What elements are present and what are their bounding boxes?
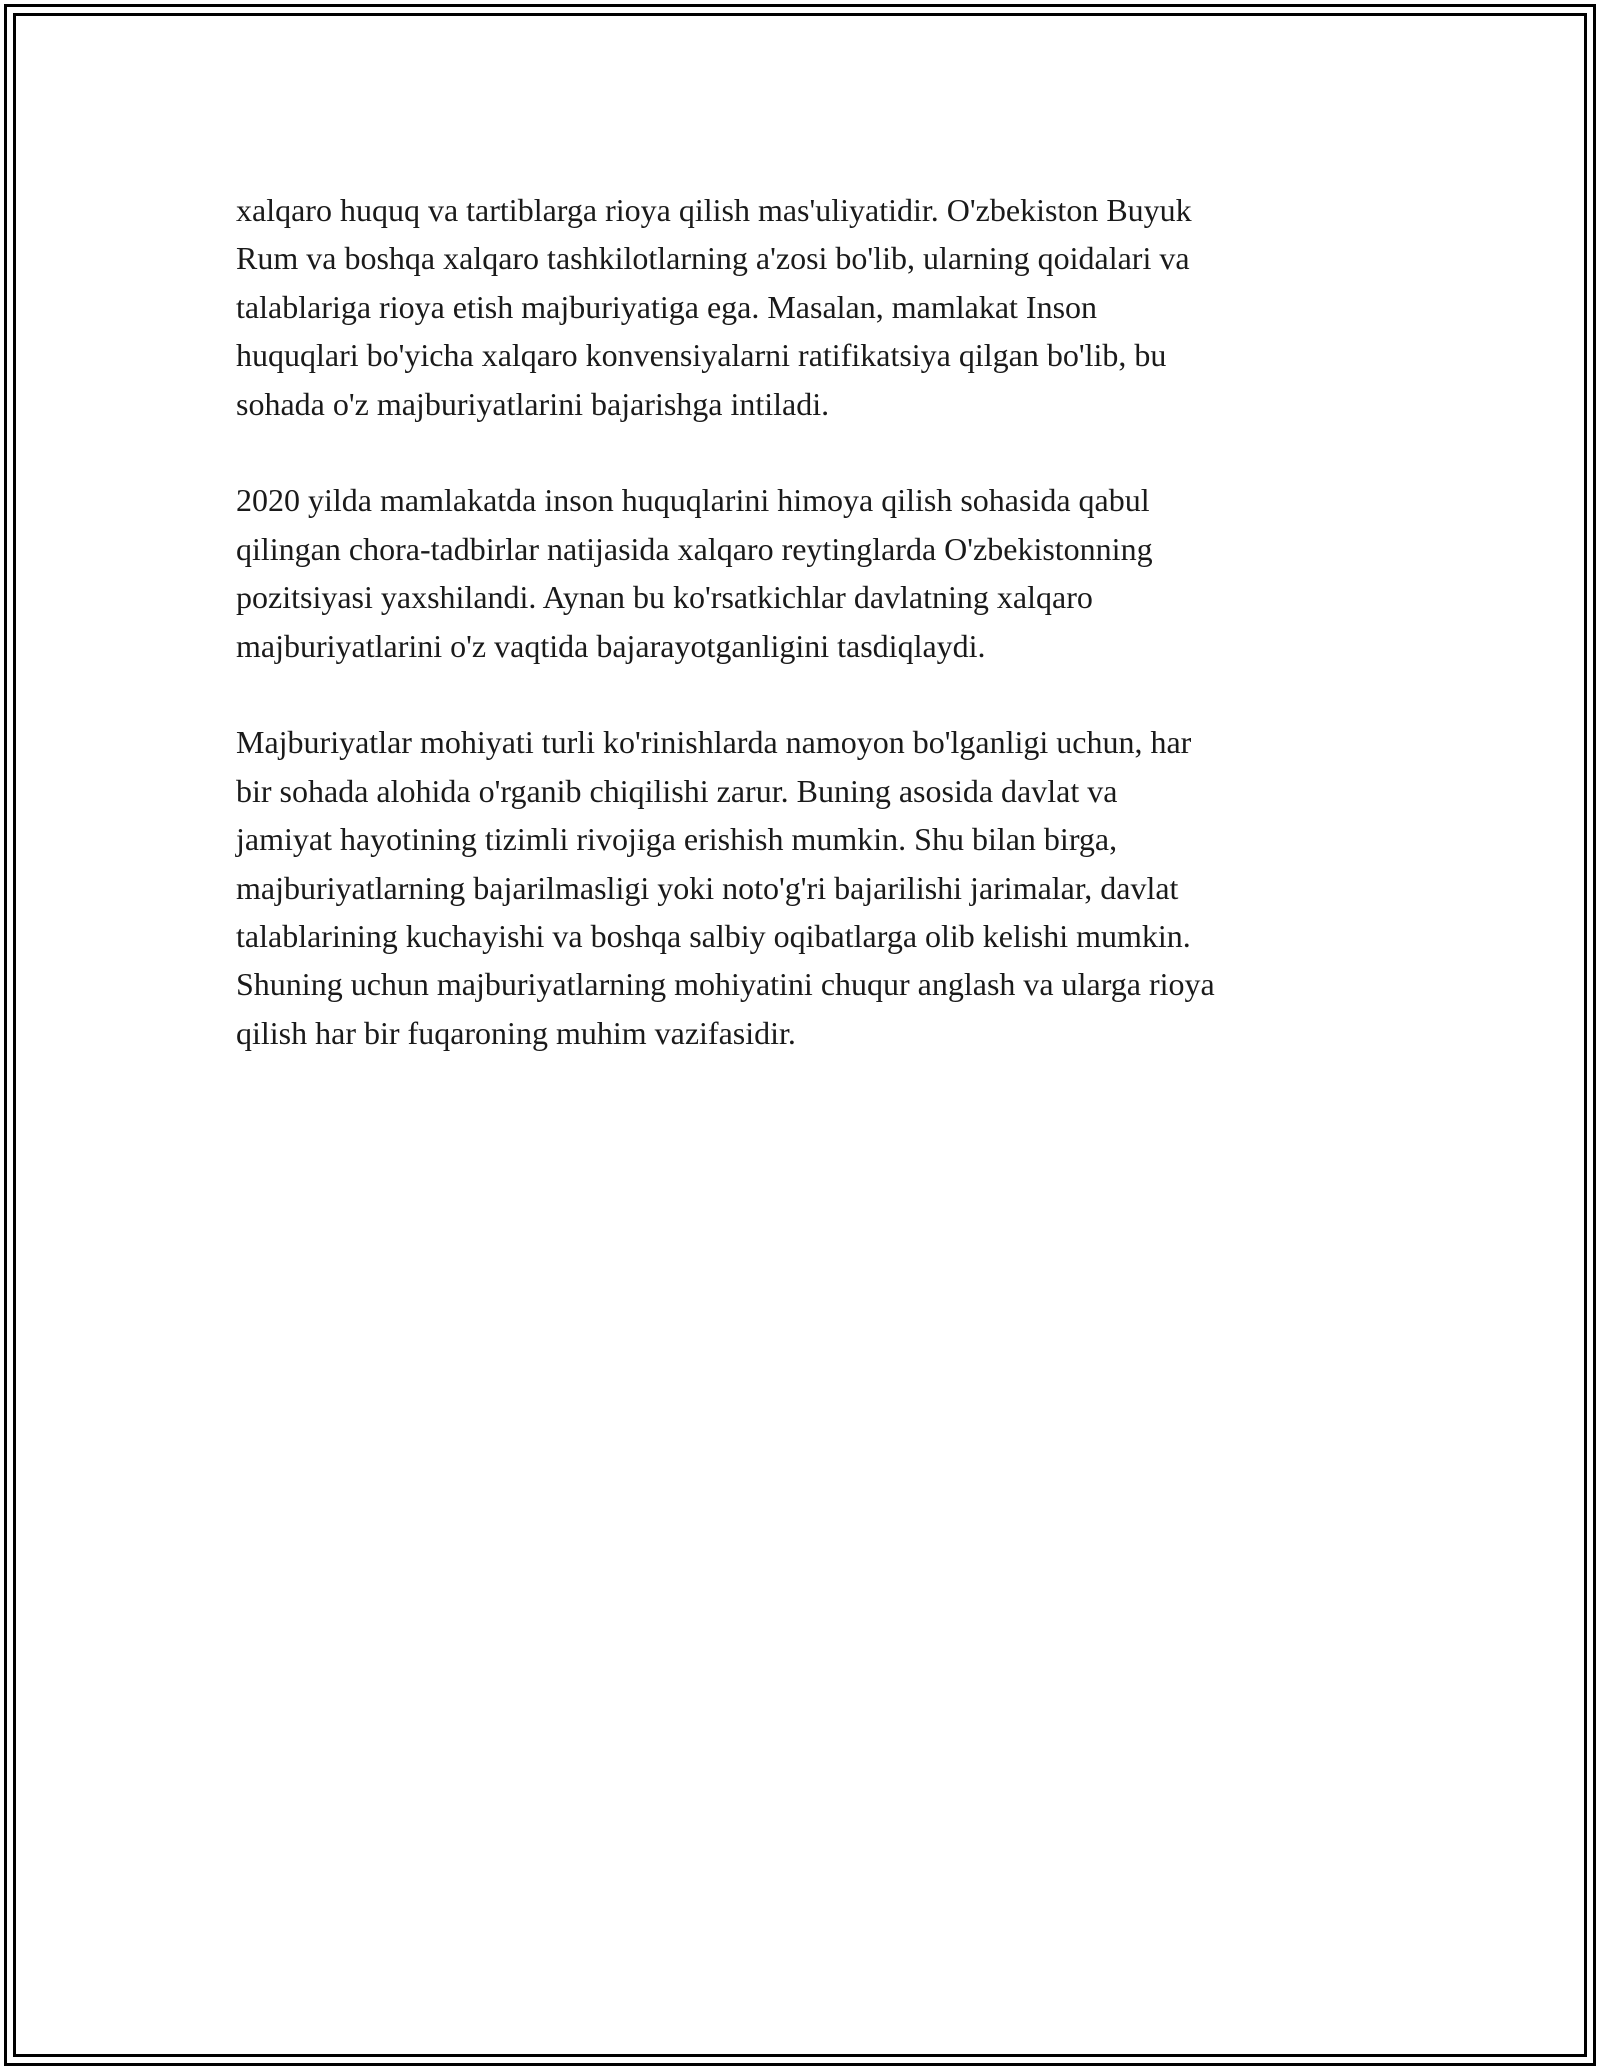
paragraph-3 [236, 718, 1376, 1057]
paragraph-line: sohada o'z majburiyatlarini bajarishga intiladi. [236, 385, 830, 422]
paragraph-line: 2020 yilda mamlakatda inson huquqlarini himoya qilish sohasida qabul [236, 482, 1150, 519]
paragraph-line: majburiyatlarning bajarilmasligi yoki noto'g'ri bajarilishi jarimalar, davlat [236, 869, 1179, 906]
document-body [236, 186, 1376, 1106]
paragraph-2 [236, 476, 1376, 670]
paragraph-line: talablariga rioya etish majburiyatiga ega. Masalan, mamlakat Inson [236, 288, 1098, 325]
paragraph-line: majburiyatlarini o'z vaqtida bajarayotganligini tasdiqlaydi. [236, 627, 986, 664]
paragraph-line: jamiyat hayotining tizimli rivojiga erishish mumkin. Shu bilan birga, [236, 821, 1118, 858]
paragraph-line: Shuning uchun majburiyatlarning mohiyatini chuqur anglash va ularga rioya [236, 966, 1215, 1003]
paragraph-line: Majburiyatlar mohiyati turli ko'rinishlarda namoyon bo'lganligi uchun, har [236, 724, 1192, 761]
paragraph-line: Rum va boshqa xalqaro tashkilotlarning a'zosi bo'lib, ularning qoidalari va [236, 240, 1190, 277]
paragraph-line: xalqaro huquq va tartiblarga rioya qilish mas'uliyatidir. O'zbekiston Buyuk [236, 192, 1192, 228]
paragraph-line: talablarining kuchayishi va boshqa salbiy oqibatlarga olib kelishi mumkin. [236, 918, 1191, 955]
paragraph-line: qilingan chora-tadbirlar natijasida xalqaro reytinglarda O'zbekistonning [236, 530, 1153, 567]
paragraph-line: bir sohada alohida o'rganib chiqilishi zarur. Buning asosida davlat va [236, 772, 1118, 809]
paragraph-1 [236, 186, 1376, 428]
paragraph-line: pozitsiyasi yaxshilandi. Aynan bu ko'rsatkichlar davlatning xalqaro [236, 579, 1093, 616]
paragraph-line: huquqlari bo'yicha xalqaro konvensiyalarni ratifikatsiya qilgan bo'lib, bu [236, 337, 1167, 374]
paragraph-line: qilish har bir fuqaroning muhim vazifasidir. [236, 1014, 796, 1051]
